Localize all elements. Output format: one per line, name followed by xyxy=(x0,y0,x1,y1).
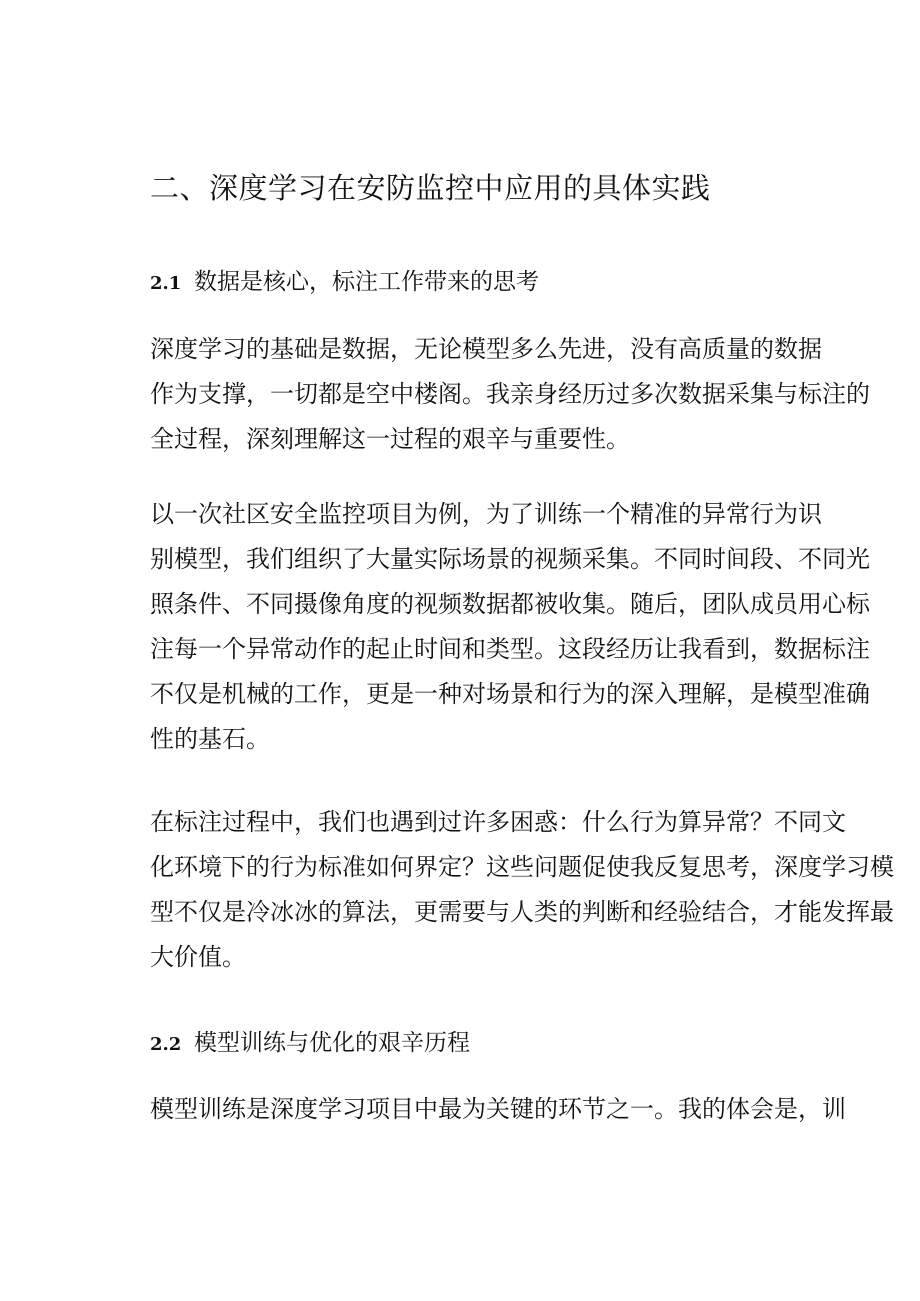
section-number: 2.1 xyxy=(150,273,182,294)
paragraph-line: 以一次社区安全监控项目为例，为了训练一个精准的异常行为识 xyxy=(150,500,822,528)
paragraph-line: 作为支撑，一切都是空中楼阁。我亲身经历过多次数据采集与标注的 xyxy=(150,380,870,408)
paragraph-line: 注每一个异常动作的起止时间和类型。这段经历让我看到，数据标注 xyxy=(150,635,870,663)
paragraph-line: 化环境下的行为标准如何界定？这些问题促使我反复思考，深度学习模 xyxy=(150,853,894,881)
paragraph-line: 别模型，我们组织了大量实际场景的视频采集。不同时间段、不同光 xyxy=(150,545,870,573)
paragraph-line: 全过程，深刻理解这一过程的艰辛与重要性。 xyxy=(150,425,630,453)
section-title: 模型训练与优化的艰辛历程 xyxy=(194,1030,470,1056)
paragraph-line: 在标注过程中，我们也遇到过许多困惑：什么行为算异常？不同文 xyxy=(150,808,846,836)
paragraph-line: 模型训练是深度学习项目中最为关键的环节之一。我的体会是，训 xyxy=(150,1095,846,1123)
paragraph-line: 照条件、不同摄像角度的视频数据都被收集。随后，团队成员用心标 xyxy=(150,590,870,618)
paragraph-line: 性的基石。 xyxy=(150,725,270,753)
section-number: 2.2 xyxy=(150,1034,182,1055)
paragraph-line: 不仅是机械的工作，更是一种对场景和行为的深入理解，是模型准确 xyxy=(150,680,870,708)
section-title: 数据是核心，标注工作带来的思考 xyxy=(194,269,539,295)
paragraph xyxy=(150,800,894,980)
paragraph-line: 型不仅是冷冰冰的算法，更需要与人类的判断和经验结合，才能发挥最 xyxy=(150,898,894,926)
chapter-title: 二、深度学习在安防监控中应用的具体实践 xyxy=(150,171,711,205)
section-heading-2-2 xyxy=(150,1024,470,1057)
section-heading-2-1 xyxy=(150,263,539,296)
paragraph xyxy=(150,1087,846,1132)
paragraph xyxy=(150,327,870,462)
paragraph xyxy=(150,492,870,762)
paragraph-line: 深度学习的基础是数据，无论模型多么先进，没有高质量的数据 xyxy=(150,335,822,363)
paragraph-line: 大价值。 xyxy=(150,943,246,971)
